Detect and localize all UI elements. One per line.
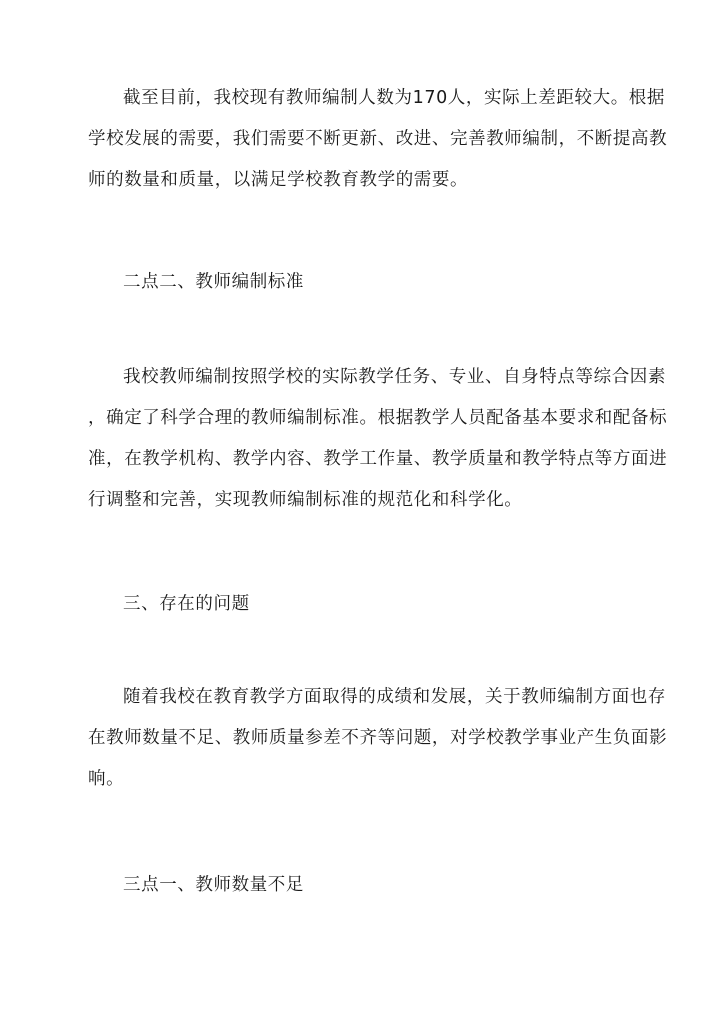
section-heading-existing-problems: 三、存在的问题 — [123, 594, 250, 614]
paragraph-line: 行调整和完善，实现教师编制标准的规范化和科学化。 — [88, 490, 523, 510]
paragraph-line: 在教师数量不足、教师质量参差不齐等问题，对学校教学事业产生负面影 — [88, 728, 668, 748]
paragraph-teacher-count — [88, 78, 668, 201]
paragraph-line: 学校发展的需要，我们需要不断更新、改进、完善教师编制，不断提高教 — [88, 129, 668, 149]
paragraph-existing-problems — [88, 677, 668, 800]
paragraph-line: 师的数量和质量，以满足学校教育教学的需要。 — [88, 170, 469, 190]
section-heading-insufficient-teachers: 三点一、教师数量不足 — [123, 875, 304, 895]
paragraph-line: ，确定了科学合理的教师编制标准。根据教学人员配备基本要求和配备标 — [88, 408, 668, 428]
paragraph-line: 响。 — [88, 769, 125, 789]
paragraph-line: 我校教师编制按照学校的实际教学任务、专业、自身特点等综合因素 — [123, 367, 666, 387]
paragraph-line: 随着我校在教育教学方面取得的成绩和发展，关于教师编制方面也存 — [123, 687, 666, 707]
paragraph-line: 截至目前，我校现有教师编制人数为170人，实际上差距较大。根据 — [123, 88, 665, 108]
section-heading-staffing-standard: 二点二、教师编制标准 — [123, 272, 304, 292]
paragraph-line: 准，在教学机构、教学内容、教学工作量、教学质量和教学特点等方面进 — [88, 449, 668, 469]
paragraph-staffing-standard — [88, 357, 668, 521]
